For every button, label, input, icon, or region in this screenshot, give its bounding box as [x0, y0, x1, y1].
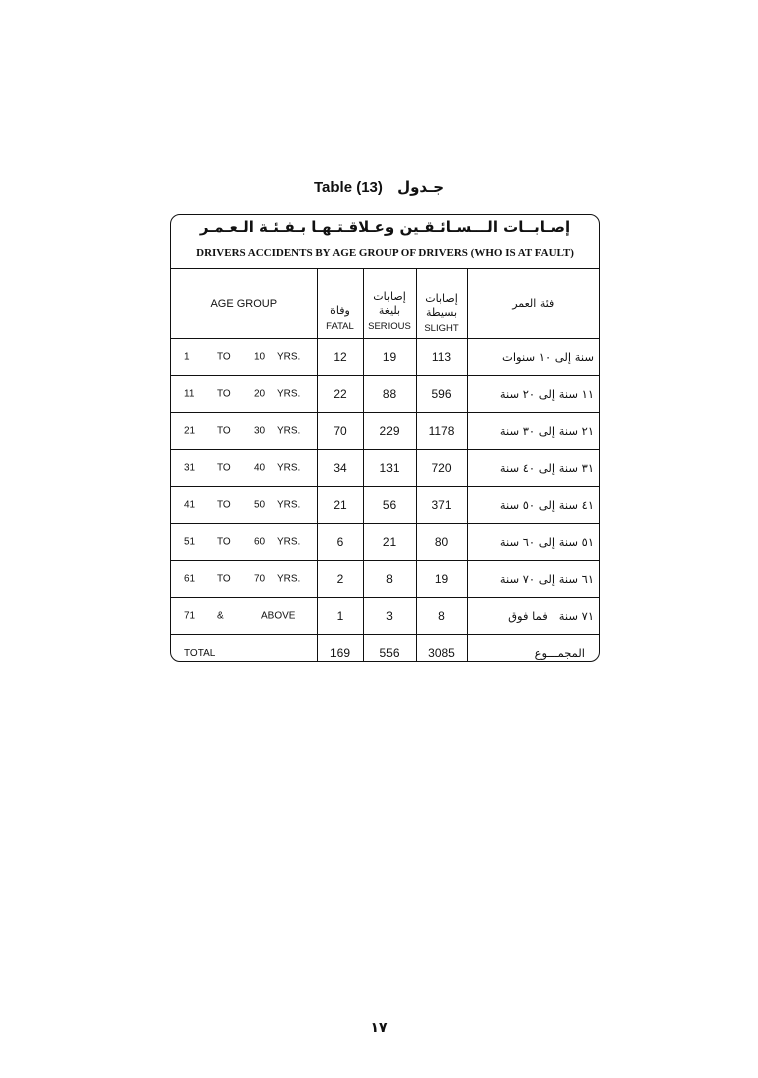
age-unit: YRS. — [277, 388, 301, 400]
table-title-band — [171, 215, 599, 269]
fatal-value: 12 — [317, 339, 363, 376]
age-range-ar: سنة إلى ١٠ سنوات — [467, 339, 599, 376]
age-above: ABOVE — [261, 610, 296, 622]
age-range-ar: ١١ سنة إلى ٢٠ سنة — [467, 376, 599, 413]
age-range-ar: ٢١ سنة إلى ٣٠ سنة — [467, 413, 599, 450]
table-row — [171, 487, 599, 524]
header-age-group: AGE GROUP — [171, 269, 317, 339]
slight-value: 80 — [416, 524, 467, 561]
age-to-word: TO — [217, 388, 231, 400]
age-ampersand: & — [217, 610, 224, 622]
age-unit: YRS. — [277, 499, 301, 511]
age-range — [171, 487, 317, 524]
fatal-total: 169 — [317, 635, 363, 663]
serious-value: 56 — [363, 487, 416, 524]
table-row — [171, 561, 599, 598]
header-row — [171, 269, 599, 339]
fatal-value: 2 — [317, 561, 363, 598]
age-to-word: TO — [217, 351, 231, 363]
age-to-word: TO — [217, 499, 231, 511]
fatal-value: 21 — [317, 487, 363, 524]
slight-total: 3085 — [416, 635, 467, 663]
age-range — [171, 339, 317, 376]
age-to: 20 — [254, 388, 266, 400]
slight-value: 113 — [416, 339, 467, 376]
age-unit: YRS. — [277, 351, 301, 363]
age-range — [171, 376, 317, 413]
total-label-ar: المجمـــوع — [467, 635, 599, 663]
age-range-ar: ٥١ سنة إلى ٦٠ سنة — [467, 524, 599, 561]
header-age-group-ar: فئة العمر — [467, 269, 599, 339]
slight-value: 19 — [416, 561, 467, 598]
age-to: 30 — [254, 425, 266, 437]
header-serious-ar: إصابات بليغة — [373, 290, 406, 317]
age-range-ar: ٧١ سنة فما فوق — [467, 598, 599, 635]
serious-value: 229 — [363, 413, 416, 450]
age-unit: YRS. — [277, 462, 301, 474]
age-from: 31 — [184, 462, 196, 474]
age-unit: YRS. — [277, 425, 301, 437]
age-from: 61 — [184, 573, 196, 585]
table-caption-ar: جـدول — [397, 178, 445, 196]
table-row — [171, 376, 599, 413]
header-slight-ar: إصابات بسيطة — [425, 292, 458, 319]
serious-total: 556 — [363, 635, 416, 663]
serious-value: 88 — [363, 376, 416, 413]
age-from: 11 — [184, 388, 195, 400]
header-slight — [416, 269, 467, 339]
age-to: 40 — [254, 462, 266, 474]
age-to-word: TO — [217, 425, 231, 437]
table-row — [171, 413, 599, 450]
header-fatal — [317, 269, 363, 339]
fatal-value: 1 — [317, 598, 363, 635]
table-title-en: DRIVERS ACCIDENTS BY AGE GROUP OF DRIVERS (WHO IS AT FAULT) — [196, 247, 574, 259]
serious-value: 19 — [363, 339, 416, 376]
slight-value: 8 — [416, 598, 467, 635]
table-row-total — [171, 635, 599, 663]
fatal-value: 22 — [317, 376, 363, 413]
age-unit: YRS. — [277, 536, 301, 548]
age-range — [171, 598, 317, 635]
age-from: 51 — [184, 536, 196, 548]
age-range-ar: ٣١ سنة إلى ٤٠ سنة — [467, 450, 599, 487]
slight-value: 371 — [416, 487, 467, 524]
age-to-word: TO — [217, 573, 231, 585]
table-frame — [170, 214, 600, 662]
age-to: 50 — [254, 499, 266, 511]
table-caption — [0, 178, 758, 196]
age-range — [171, 450, 317, 487]
header-fatal-en: FATAL — [326, 321, 354, 332]
age-to: 60 — [254, 536, 266, 548]
header-serious — [363, 269, 416, 339]
table-row — [171, 524, 599, 561]
serious-value: 131 — [363, 450, 416, 487]
age-range — [171, 413, 317, 450]
age-from: 41 — [184, 499, 196, 511]
serious-value: 3 — [363, 598, 416, 635]
header-slight-en: SLIGHT — [424, 323, 459, 334]
total-label: TOTAL — [171, 635, 317, 663]
age-to: 10 — [254, 351, 266, 363]
age-unit: YRS. — [277, 573, 301, 585]
serious-value: 21 — [363, 524, 416, 561]
age-from: 71 — [184, 610, 196, 622]
age-to-word: TO — [217, 536, 231, 548]
table-title-ar: إصـابــات الـــسـائـقـين وعـلاقـتـهـا بـفـئـة الـعـمـر — [199, 218, 571, 236]
age-range-ar: ٤١ سنة إلى ٥٠ سنة — [467, 487, 599, 524]
table-row — [171, 339, 599, 376]
slight-value: 720 — [416, 450, 467, 487]
slight-value: 596 — [416, 376, 467, 413]
age-range — [171, 524, 317, 561]
age-from: 1 — [184, 351, 190, 363]
fatal-value: 70 — [317, 413, 363, 450]
age-range — [171, 561, 317, 598]
table-row-above — [171, 598, 599, 635]
age-to: 70 — [254, 573, 266, 585]
slight-value: 1178 — [416, 413, 467, 450]
age-range-ar: ٦١ سنة إلى ٧٠ سنة — [467, 561, 599, 598]
table-row — [171, 450, 599, 487]
fatal-value: 6 — [317, 524, 363, 561]
age-to-word: TO — [217, 462, 231, 474]
page-number: ١٧ — [370, 1020, 388, 1036]
serious-value: 8 — [363, 561, 416, 598]
fatal-value: 34 — [317, 450, 363, 487]
age-from: 21 — [184, 425, 196, 437]
header-fatal-ar: وفاة — [330, 304, 350, 317]
header-serious-en: SERIOUS — [368, 321, 411, 332]
accidents-table — [171, 269, 599, 662]
table-caption-en: Table (13) — [313, 179, 383, 196]
